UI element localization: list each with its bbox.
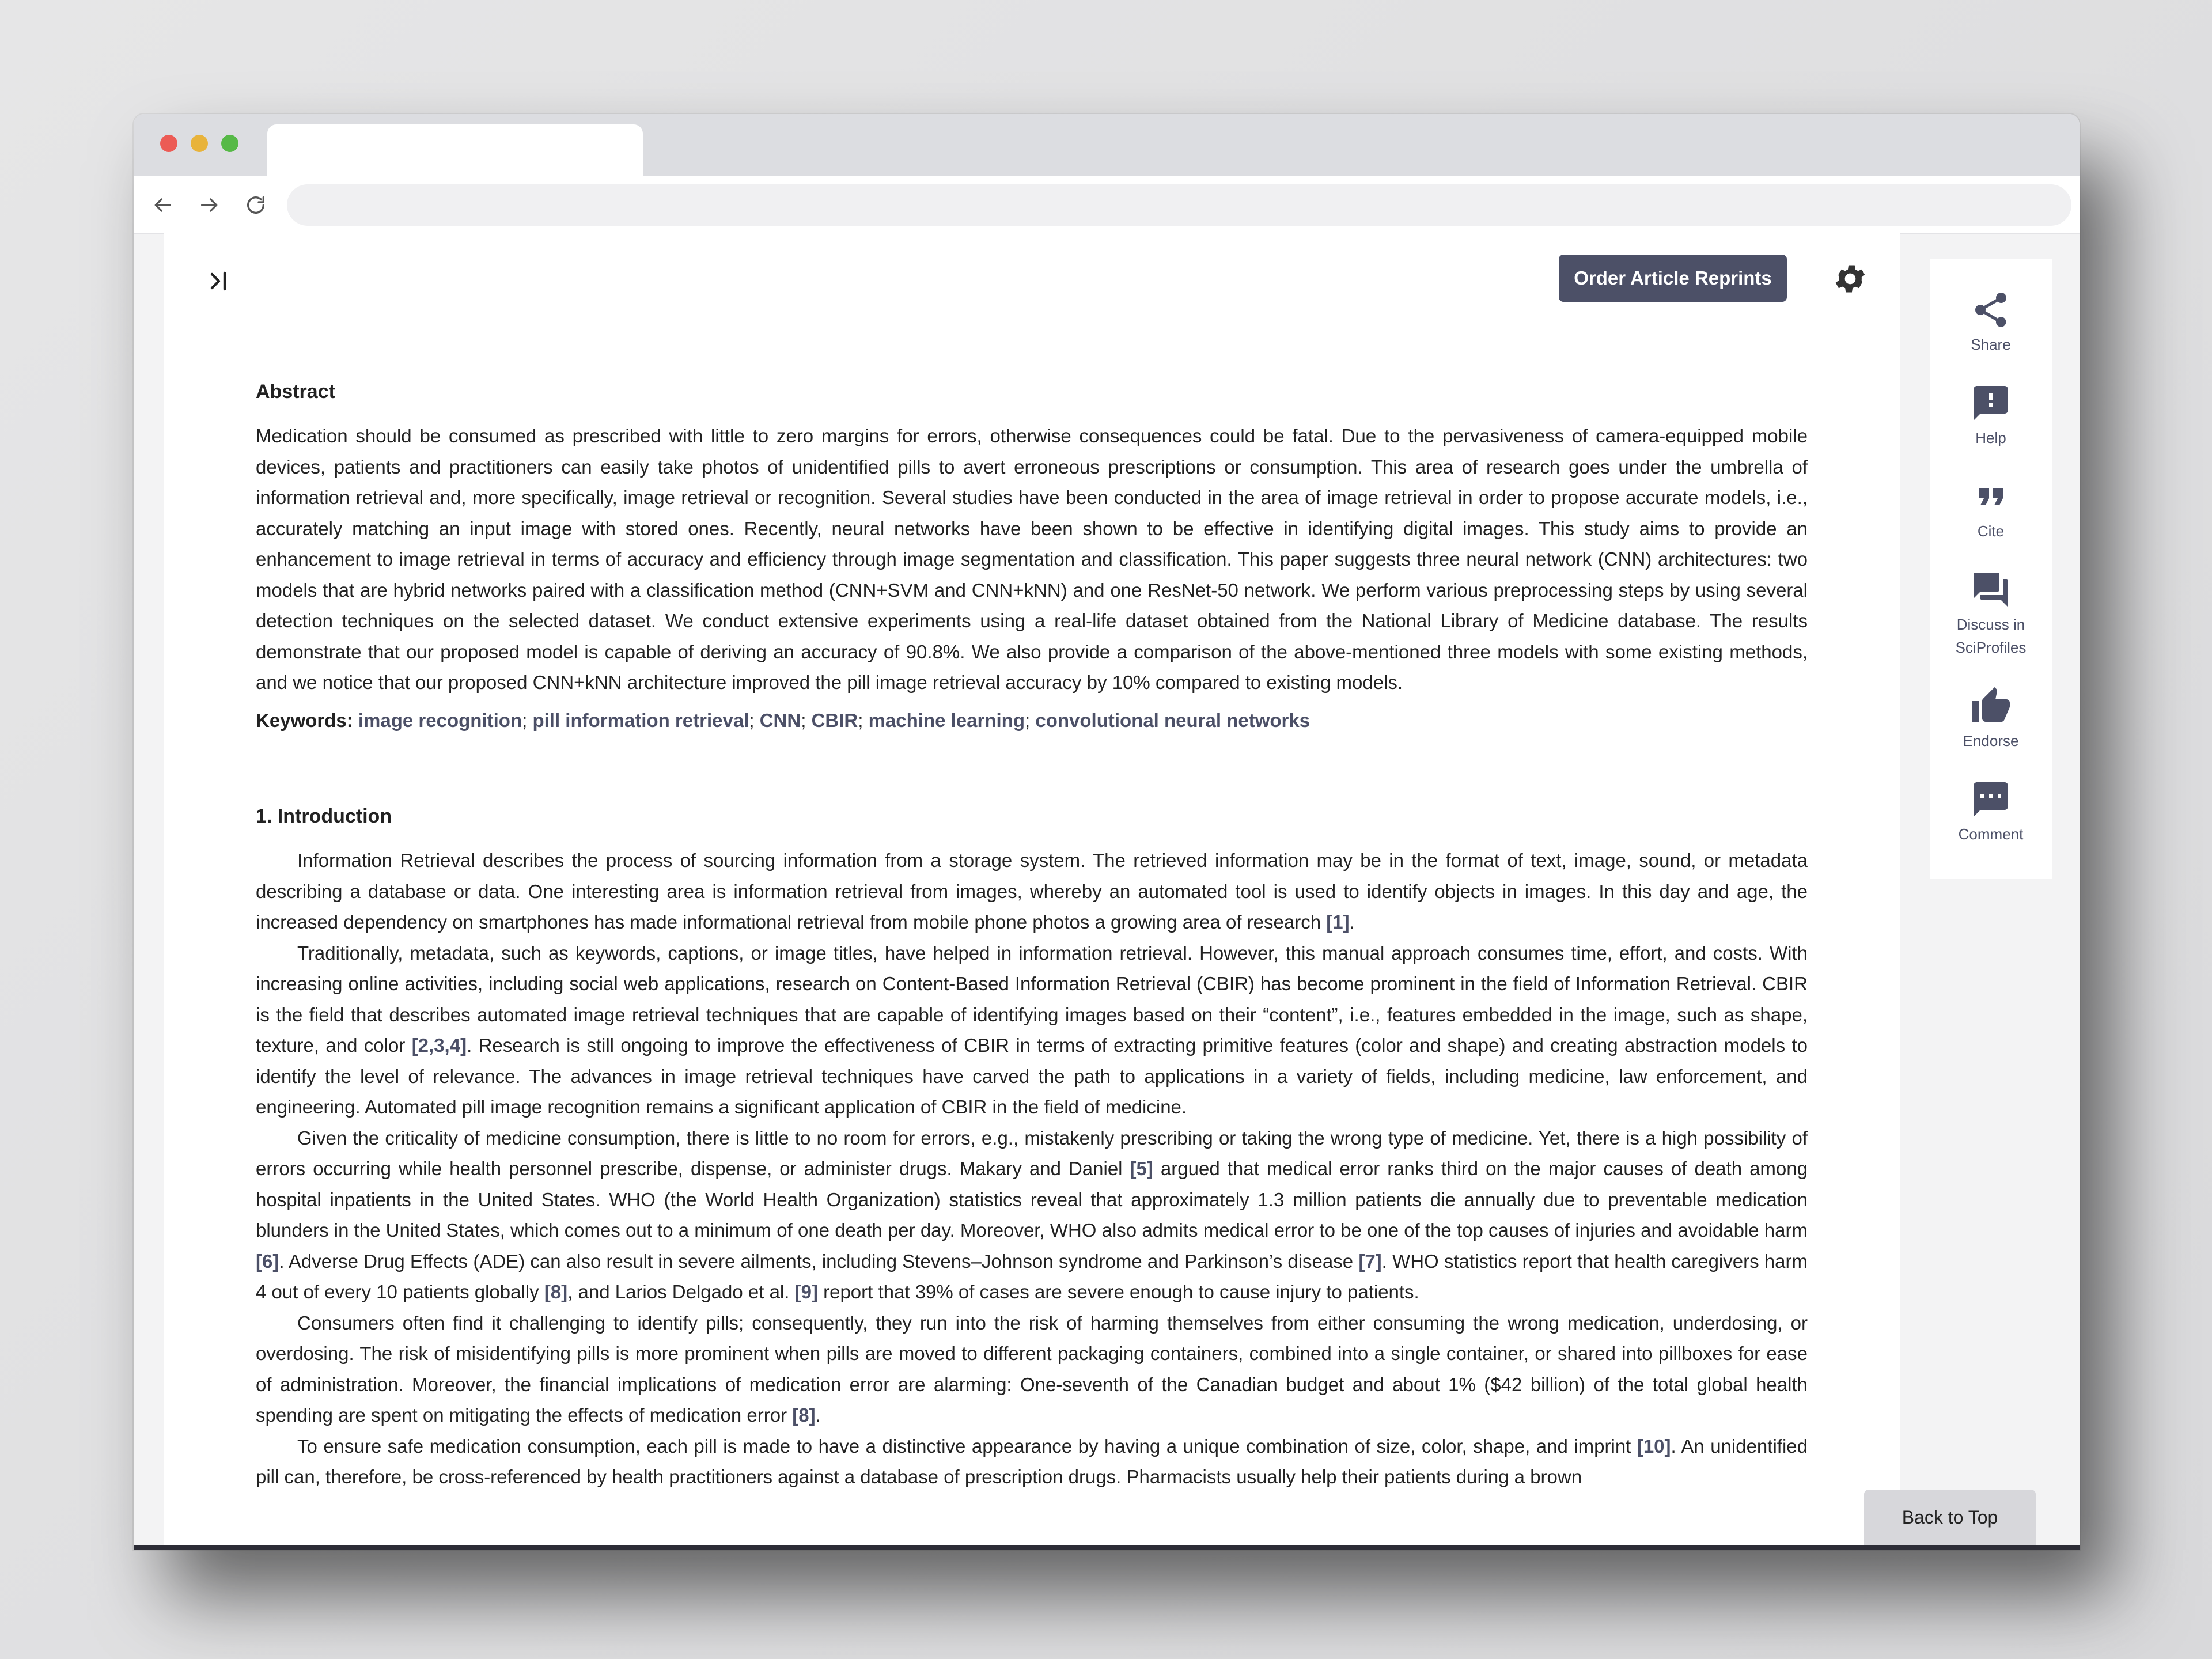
paragraph-text: .: [1349, 911, 1355, 933]
article-body: [256, 378, 1808, 1493]
endorse-button[interactable]: [1930, 685, 2052, 752]
forum-icon: [1970, 569, 2012, 611]
tab-strip: [134, 114, 2080, 176]
share-icon: [1970, 289, 2012, 331]
share-label: Share: [1971, 336, 2011, 353]
discuss-label-line2: SciProfiles: [1955, 639, 2027, 656]
help-label: Help: [1975, 429, 2006, 446]
feedback-alert-icon: [1970, 382, 2012, 424]
keyword-link[interactable]: machine learning: [868, 709, 1025, 731]
comment-button[interactable]: [1930, 779, 2052, 846]
intro-paragraph-3: [256, 1123, 1808, 1308]
keyword-link[interactable]: CBIR: [811, 709, 858, 731]
reference-link[interactable]: [1]: [1326, 911, 1350, 933]
paragraph-text: . Research is still ongoing to improve the effectiveness of CBIR in terms of extracting primitive features (color and shape) and creating abstraction models to identify the level of relevance. The advances in image retrieval techniques have carved the path to applications in a variety of fields, including medicine, law enforcement, and engineering. Automated pill image recognition remains a significant application of CBIR in the field of medicine.: [256, 1035, 1808, 1118]
paragraph-text: report that 39% of cases are severe enough to cause injury to patients.: [817, 1281, 1419, 1302]
back-to-top-button[interactable]: Back to Top: [1864, 1490, 2036, 1545]
abstract-heading: Abstract: [256, 381, 335, 403]
keyword-separator: ;: [858, 709, 863, 731]
introduction-heading: 1. Introduction: [256, 805, 392, 827]
keyword-separator: ;: [522, 709, 528, 731]
forward-arrow-icon[interactable]: [197, 192, 222, 218]
cite-button[interactable]: [1930, 476, 2052, 543]
back-arrow-icon[interactable]: [150, 192, 175, 218]
close-window-button[interactable]: [160, 135, 177, 152]
minimize-window-button[interactable]: [191, 135, 208, 152]
paragraph-text: Consumers often find it challenging to identify pills; consequently, they run into the risk of harming themselves from either consuming the wrong medication, underdosing, or overdosing. The risk of misidentifying pills is more prominent when pills are moved to different packaging containers, combined into a single container, or shared into pillboxes for ease of administration. Moreover, the financial implications of medication error are alarming: One-seventh of the Canadian budget and about 1% ($42 billion) of the total global health spending are spent on mitigating the effects of medication error: [256, 1312, 1808, 1426]
keyword-separator: ;: [749, 709, 755, 731]
keyword-link[interactable]: pill information retrieval: [532, 709, 749, 731]
quote-icon: [1970, 476, 2012, 517]
intro-paragraph-4: [256, 1308, 1808, 1431]
keywords-label: Keywords:: [256, 709, 353, 731]
intro-paragraph-1: [256, 845, 1808, 938]
intro-paragraph-5: [256, 1431, 1808, 1493]
reference-link[interactable]: [5]: [1130, 1158, 1153, 1179]
intro-paragraph-2: [256, 938, 1808, 1123]
paragraph-text: Given the criticality of medicine consumption, there is little to no room for errors, e.g., mistakenly prescribing or taking the wrong type of medicine. Yet, there is a high possibility of errors occurring while health personnel prescribe, dispense, or administer drugs. Makary and Daniel: [256, 1127, 1808, 1179]
reference-link[interactable]: [7]: [1358, 1250, 1382, 1272]
share-button[interactable]: [1930, 289, 2052, 356]
reference-link[interactable]: [8]: [792, 1404, 816, 1426]
reference-link[interactable]: [8]: [544, 1281, 568, 1302]
reference-link[interactable]: [6]: [256, 1250, 279, 1272]
paragraph-text: argued that medical error ranks third on the major causes of death among hospital inpatients in the United States. WHO (the World Health Organization) statistics reveal that approximately 1.3 million patients die annually due to preventable medication blunders in the United States, which comes out to a minimum of one death per day. Moreover, WHO also admits medical error to be one of the top causes of injuries and avoidable harm: [256, 1158, 1808, 1241]
paragraph-text: . An unidentified pill can, therefore, be cross-referenced by health practitioners against a database of prescription drugs. Pharmacists usually help their patients during a brown: [256, 1435, 1808, 1487]
browser-toolbar: [134, 176, 2080, 234]
browser-window: [134, 114, 2080, 1550]
thumbs-up-icon: [1970, 685, 2012, 727]
keyword-separator: ;: [1025, 709, 1031, 731]
keyword-link[interactable]: CNN: [759, 709, 801, 731]
paragraph-text: Information Retrieval describes the process of sourcing information from a storage system. The retrieved information may be in the format of text, image, sound, or metadata describing a database or data. One interesting area is information retrieval from images, whereby an automated tool is used to identify objects in images. In this day and age, the increased dependency on smartphones has made informational retrieval from mobile phone photos a growing area of research: [256, 850, 1808, 933]
endorse-label: Endorse: [1963, 732, 2019, 749]
keyword-separator: ;: [801, 709, 806, 731]
paragraph-text: , and Larios Delgado et al.: [567, 1281, 795, 1302]
discuss-sciprofiles-button[interactable]: [1930, 569, 2052, 659]
cite-label: Cite: [1977, 522, 2005, 540]
reference-link[interactable]: [9]: [794, 1281, 818, 1302]
paragraph-text: . WHO statistics report that health caregivers harm 4 out of every 10 patients globally: [256, 1250, 1808, 1302]
toggle-toc-icon[interactable]: [202, 264, 236, 298]
address-bar[interactable]: [287, 184, 2071, 226]
reload-icon[interactable]: [243, 192, 268, 218]
discuss-label: [1956, 613, 2027, 659]
settings-gear-icon[interactable]: [1832, 260, 1869, 297]
page-content: [164, 233, 1900, 1545]
keywords-row: [256, 705, 1808, 736]
order-reprints-button[interactable]: Order Article Reprints: [1559, 255, 1787, 302]
discuss-label-line1: Discuss in: [1956, 616, 2025, 633]
paragraph-text: .: [815, 1404, 821, 1426]
keyword-link[interactable]: image recognition: [358, 709, 522, 731]
paragraph-text: To ensure safe medication consumption, each pill is made to have a distinctive appearance by having a unique combination of size, color, shape, and imprint: [297, 1435, 1637, 1457]
browser-tab-active[interactable]: [267, 124, 643, 176]
help-button[interactable]: [1930, 382, 2052, 449]
reference-link[interactable]: [2,3,4]: [411, 1035, 467, 1056]
article-actions-sidebar: [1930, 259, 2052, 879]
comment-label: Comment: [1958, 825, 2024, 843]
comment-icon: [1970, 779, 2012, 820]
maximize-window-button[interactable]: [221, 135, 238, 152]
keyword-link[interactable]: convolutional neural networks: [1035, 709, 1310, 731]
abstract-text: Medication should be consumed as prescribed with little to zero margins for errors, otherwise consequences could be fatal. Due to the pervasiveness of camera-equipped mobile devices, patients and practitioners can easily take photos of unidentified pills to avert erroneous prescriptions or consumption. This area of research goes under the umbrella of information retrieval and, more specifically, image retrieval or recognition. Several studies have been conducted in the area of image retrieval in order to propose accurate models, i.e., accurately matching an input image with stored ones. Recently, neural networks have been shown to be effective in identifying digital images. This study aims to provide an enhancement to image retrieval in terms of accuracy and efficiency through image segmentation and classification. This paper suggests three neural network (CNN) architectures: two models that are hybrid networks paired with a classification method (CNN+SVM and CNN+kNN) and one ResNet-50 network. We perform various preprocessing steps by using several detection techniques on the selected dataset. We conduct extensive experiments using a real-life dataset obtained from the National Library of Medicine database. The results demonstrate that our proposed model is capable of deriving an accuracy of 90.8%. We also provide a comparison of the above-mentioned three models with some existing methods, and we notice that our proposed CNN+kNN architecture improved the pill image retrieval accuracy by 10% compared to existing models.: [256, 425, 1808, 693]
paragraph-text: . Adverse Drug Effects (ADE) can also result in severe ailments, including Stevens–Johnson syndrome and Parkinson’s disease: [279, 1250, 1359, 1272]
paragraph-text: Traditionally, metadata, such as keywords, captions, or image titles, have helped in information retrieval. However, this manual approach consumes time, effort, and costs. With increasing online activities, including social web applications, research on Content-Based Information Retrieval (CBIR) has become prominent in the field of Information Retrieval. CBIR is the field that describes automated image retrieval techniques that are capable of identifying images based on their “content”, i.e., features embedded in the image, such as shape, texture, and color: [256, 942, 1808, 1056]
reference-link[interactable]: [10]: [1637, 1435, 1671, 1457]
